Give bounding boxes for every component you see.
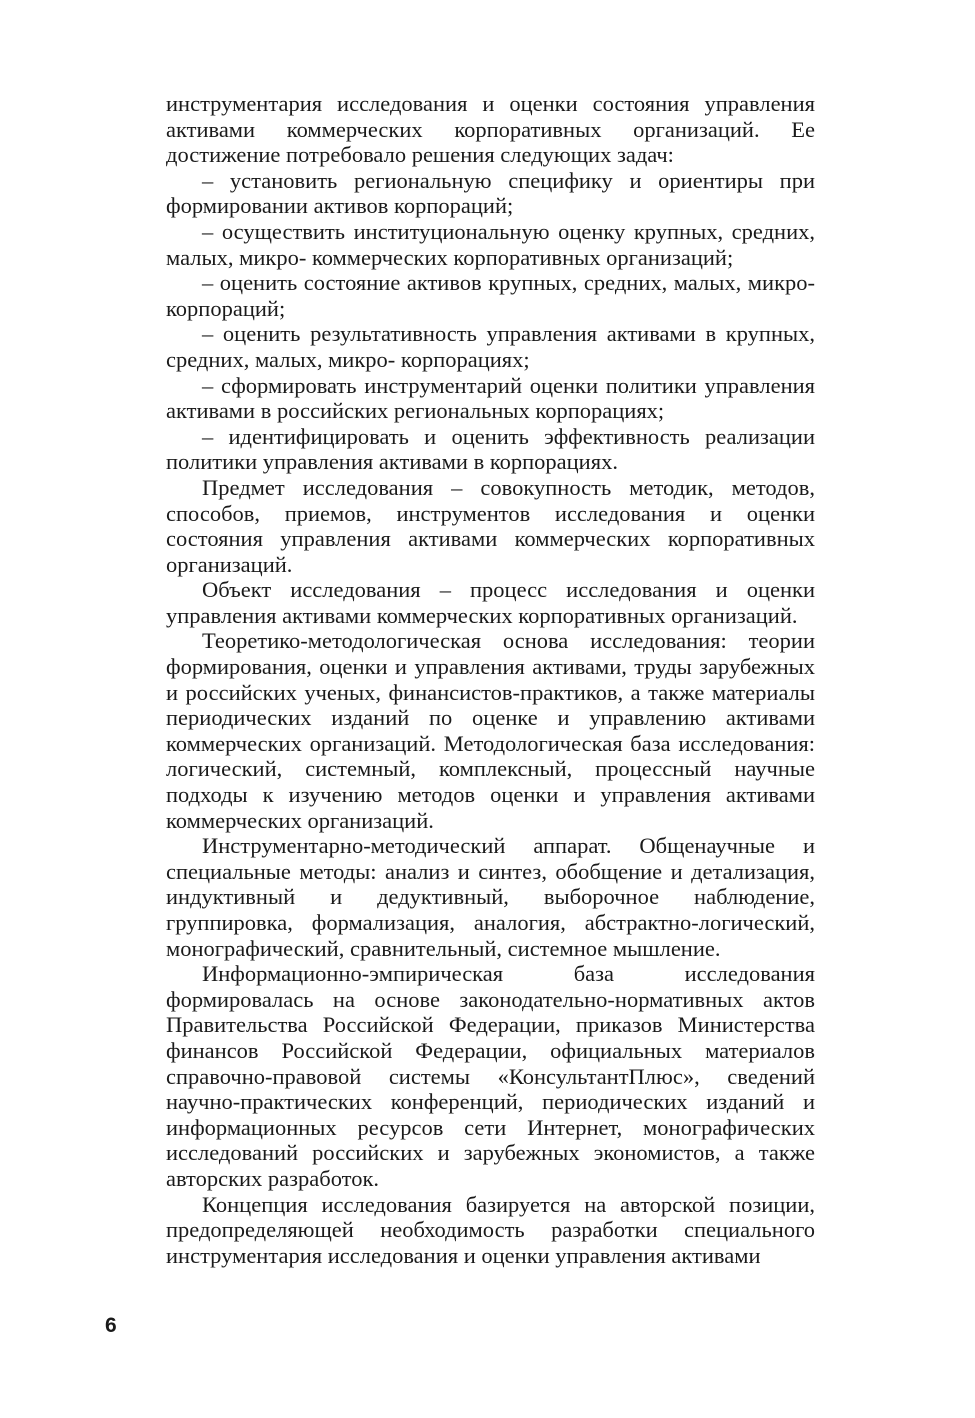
paragraph-concept: Концепция исследования базируется на авторской позиции, предопределяющей необходимость разработки специального инструментария исследования и оценки управления активами xyxy=(166,1191,815,1268)
task-item-management-performance: – оценить результативность управления активами в крупных, средних, малых, микро- корпорациях; xyxy=(166,321,815,372)
task-item-institutional-assessment: – осуществить институциональную оценку крупных, средних, малых, микро- коммерческих корпоративных организаций; xyxy=(166,218,815,270)
paragraph-research-object: Объект исследования – процесс исследования и оценки управления активами коммерческих корпоративных организаций. xyxy=(166,577,815,628)
paragraph-research-subject: Предмет исследования – совокупность методик, методов, способов, приемов, инструментов исследования и оценки состояния управления активами коммерческих корпоративных организаций. xyxy=(166,474,815,577)
task-item-policy-efficiency: – идентифицировать и оценить эффективность реализации политики управления активами в корпорациях. xyxy=(166,423,815,475)
page-number: 6 xyxy=(105,1314,117,1337)
paragraph-methodological-basis: Теоретико-методологическая основа исследования: теории формирования, оценки и управления активами, труды зарубежных и российских ученых, финансистов-практиков, а также материалы периодических изданий по оценке и управлению активами коммерческих организаций. Методологическая база исследования: логический, системный, комплексный, процессный научные подходы к изучению методов оценки и управления активами коммерческих организаций. xyxy=(166,628,815,833)
task-item-policy-toolkit: – сформировать инструментарий оценки политики управления активами в российских региональных корпорациях; xyxy=(166,372,815,424)
paragraph-continuation: инструментария исследования и оценки состояния управления активами коммерческих корпоративных организаций. Ее достижение потребовало решения следующих задач: xyxy=(166,91,815,168)
task-item-regional-specifics: – установить региональную специфику и ориентиры при формировании активов корпораций; xyxy=(166,167,815,219)
body-text xyxy=(166,91,815,1268)
task-item-asset-state: – оценить состояние активов крупных, средних, малых, микро- корпораций; xyxy=(166,270,815,321)
paragraph-methods: Инструментарно-методический аппарат. Общенаучные и специальные методы: анализ и синтез, обобщение и детализация, индуктивный и дедуктивный, выборочное наблюдение, группировка, формализация, аналогия, абстрактно-логический, монографический, сравнительный, системное мышление. xyxy=(166,833,815,961)
paragraph-empirical-base: Информационно-эмпирическая база исследования формировалась на основе законодательно-нормативных актов Правительства Российской Федерации, приказов Министерства финансов Российской Федерации, официальных материалов справочно-правовой системы «КонсультантПлюс», сведений научно-практических конференций, периодических изданий и информационных ресурсов сети Интернет, монографических исследований российских и зарубежных экономистов, а также авторских разработок. xyxy=(166,961,815,1191)
